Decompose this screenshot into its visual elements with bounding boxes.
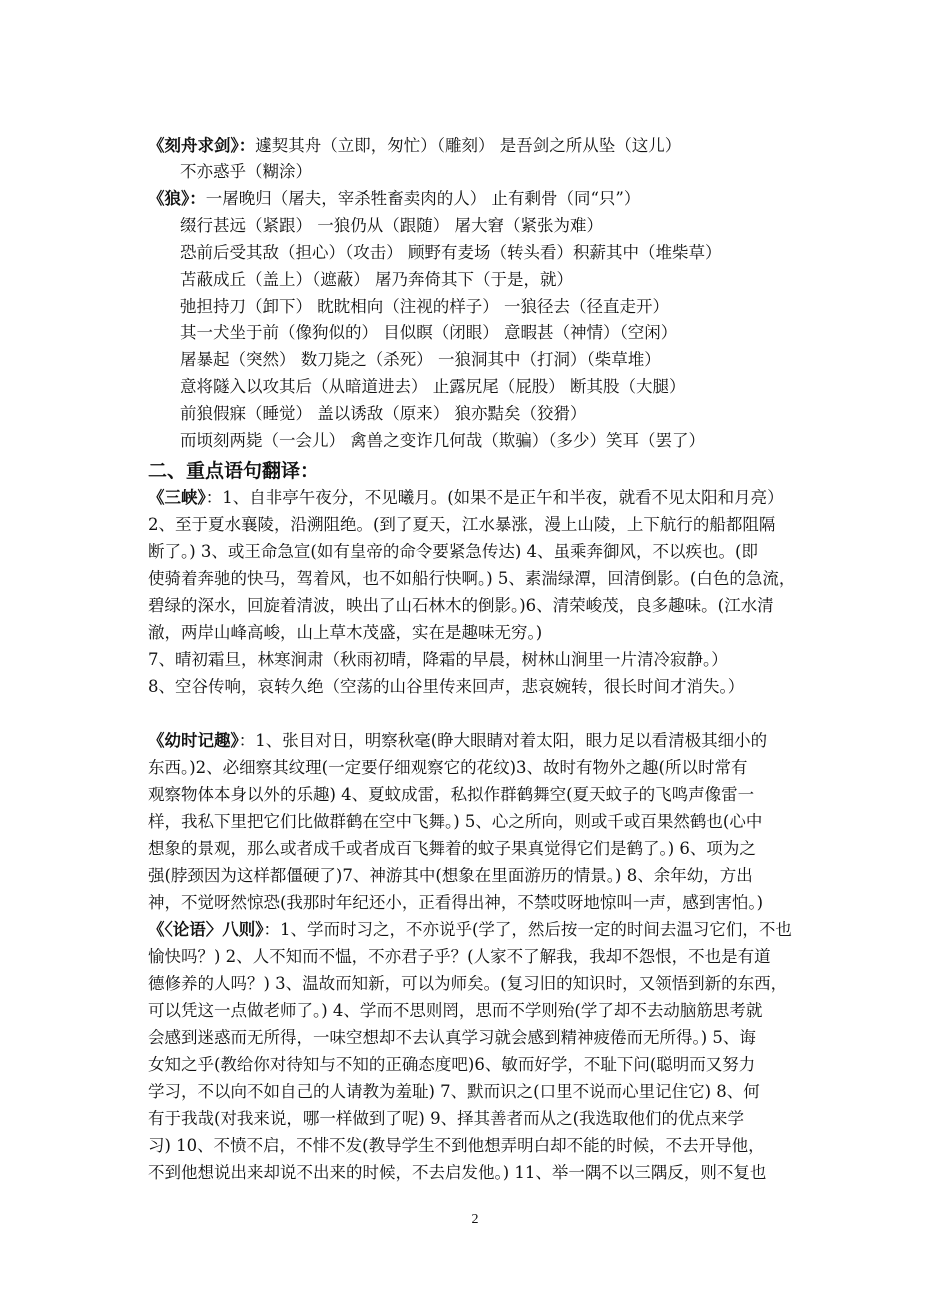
youshi-line-3: 观察物体本身以外的乐趣) 4、夏蚊成雷，私拟作群鹤舞空(夏天蚊子的飞鸣声像雷一 <box>148 785 755 804</box>
lang-line-1 <box>148 186 818 212</box>
lunyu-line-4: 可以凭这一点做老师了。) 4、学而不思则罔，思而不学则殆(学了却不去动脑筋思考就 <box>148 1001 763 1020</box>
lunyu-title: 《〈论语〉八则》 <box>148 920 264 939</box>
lunyu-line-5: 会感到迷惑而无所得，一味空想却不去认真学习就会感到精神疲倦而无所得。) 5、诲 <box>148 1028 756 1047</box>
sanxia-line-8: 8、空谷传响，哀转久绝（空荡的山谷里传来回声，悲哀婉转，很长时间才消失。） <box>148 677 745 696</box>
sanxia-line-7: 7、晴初霜旦，林寒涧肃（秋雨初晴，降霜的早晨，树林山涧里一片清冷寂静。） <box>148 650 728 669</box>
lunyu-line-6: 女知之乎(教给你对待知与不知的正确态度吧)6、敏而好学，不耻下问(聪明而又努力 <box>148 1055 756 1074</box>
lang-title: 《狼》： <box>148 189 206 208</box>
lang-line-5: 弛担持刀（卸下） 眈眈相向（注视的样子） 一狼径去（径直走开） <box>180 297 669 316</box>
sanxia-text: ：1、自非亭午夜分，不见曦月。(如果不是正午和半夜，就看不见太阳和月亮） <box>205 488 784 507</box>
lang-line-7: 屠暴起（突然） 数刀毙之（杀死） 一狼洞其中（打洞）（柴草堆） <box>180 350 661 369</box>
youshi-line-2: 东西。)2、必细察其纹理(一定要仔细观察它的花纹)3、故时有物外之趣(所以时常有 <box>148 758 748 777</box>
kezhou-line-1 <box>148 133 818 159</box>
lang-line-4: 苫蔽成丘（盖上）（遮蔽） 屠乃奔倚其下（于是，就） <box>180 270 573 289</box>
section-heading: 二、重点语句翻译： <box>148 460 320 482</box>
lunyu-line-2: 愉快吗？) 2、人不知而不愠，不亦君子乎？(人家不了解我，我却不怨恨，不也是有道 <box>148 947 771 966</box>
lunyu-line-7: 学习，不以向不如自己的人请教为羞耻) 7、默而识之(口里不说而心里记住它) 8、何 <box>148 1082 760 1101</box>
youshi-line-5: 想象的景观，那么或者成千或者成百飞舞着的蚊子果真觉得它们是鹤了。) 6、项为之 <box>148 839 756 858</box>
lunyu-line-8: 有于我哉(对我来说，哪一样做到了呢) 9、择其善者而从之(我选取他们的优点来学 <box>148 1109 745 1128</box>
lang-line-9: 前狼假寐（睡觉） 盖以诱敌（原来） 狼亦黠矣（狡猾） <box>180 404 587 423</box>
sanxia-title: 《三峡》 <box>148 488 206 507</box>
lang-line-3: 恐前后受其敌（担心）（攻击） 顾野有麦场（转头看）积薪其中（堆柴草） <box>180 243 722 262</box>
lang-text: 一屠晚归（屠夫，宰杀牲畜卖肉的人） 止有剩骨（同“只”） <box>205 189 641 208</box>
lunyu-line-9: 习) 10、不愤不启，不悱不发(教导学生不到他想弄明白却不能的时候，不去开导他， <box>148 1136 765 1155</box>
sanxia-line-5: 碧绿的深水，回旋着清波，映出了山石林木的倒影。)6、清荣峻茂，良多趣味。(江水清 <box>148 596 774 615</box>
lang-line-8: 意将隧入以攻其后（从暗道进去） 止露尻尾（屁股） 断其股（大腿） <box>180 377 686 396</box>
youshi-line-4: 样，我私下里把它们比做群鹤在空中飞舞。) 5、心之所向，则或千或百果然鹤也(心中 <box>148 812 763 831</box>
kezhou-text: 遽契其舟（立即，匆忙）（雕刻） 是吾剑之所从坠（这儿） <box>255 136 682 155</box>
youshi-line-1 <box>148 728 818 754</box>
youshi-line-6: 强(脖颈因为这样都僵硬了)7、神游其中(想象在里面游历的情景。) 8、余年幼，方出 <box>148 866 753 885</box>
kezhou-title: 《刻舟求剑》： <box>148 136 256 155</box>
youshi-text: ：1、张目对日，明察秋毫(睁大眼睛对着太阳，眼力足以看清极其细小的 <box>238 731 768 750</box>
lunyu-line-10: 不到他想说出来却说不出来的时候，不去启发他。) 11、举一隅不以三隅反，则不复也 <box>148 1163 767 1182</box>
youshi-title: 《幼时记趣》 <box>148 731 239 750</box>
lunyu-line-1 <box>148 917 818 943</box>
sanxia-line-6: 澈，两岸山峰高峻，山上草木茂盛，实在是趣味无穷。) <box>148 623 543 642</box>
lunyu-text: ：1、学而时习之，不亦说乎(学了，然后按一定的时间去温习它们，不也 <box>263 920 792 939</box>
lang-line-10: 而顷刻两毙（一会儿） 禽兽之变诈几何哉（欺骗）（多少）笑耳（罢了） <box>180 431 705 450</box>
page-number: 2 <box>471 1212 479 1227</box>
lunyu-line-3: 德修养的人吗？) 3、温故而知新，可以为师矣。(复习旧的知识时，又领悟到新的东西， <box>148 974 788 993</box>
youshi-line-7: 神，不觉呀然惊恐(我那时年纪还小，正看得出神，不禁哎呀地惊叫一声，感到害怕。) <box>148 893 764 912</box>
sanxia-line-3: 断了。) 3、或王命急宣(如有皇帝的命令要紧急传达) 4、虽乘奔御风，不以疾也。(即 <box>148 542 758 561</box>
kezhou-line-2: 不亦惑乎（糊涂） <box>180 162 312 181</box>
sanxia-line-1 <box>148 485 818 511</box>
lang-line-6: 其一犬坐于前（像狗似的） 目似瞑（闭眼） 意暇甚（神情）（空闲） <box>180 323 678 342</box>
lang-line-2: 缀行甚远（紧跟） 一狼仍从（跟随） 屠大窘（紧张为难） <box>180 216 603 235</box>
sanxia-line-4: 使骑着奔驰的快马，驾着风，也不如船行快啊。) 5、素湍绿潭，回清倒影。(白色的急流， <box>148 569 796 588</box>
sanxia-line-2: 2、至于夏水襄陵，沿溯阻绝。(到了夏天，江水暴涨，漫上山陵，上下航行的船都阻隔 <box>148 515 776 534</box>
